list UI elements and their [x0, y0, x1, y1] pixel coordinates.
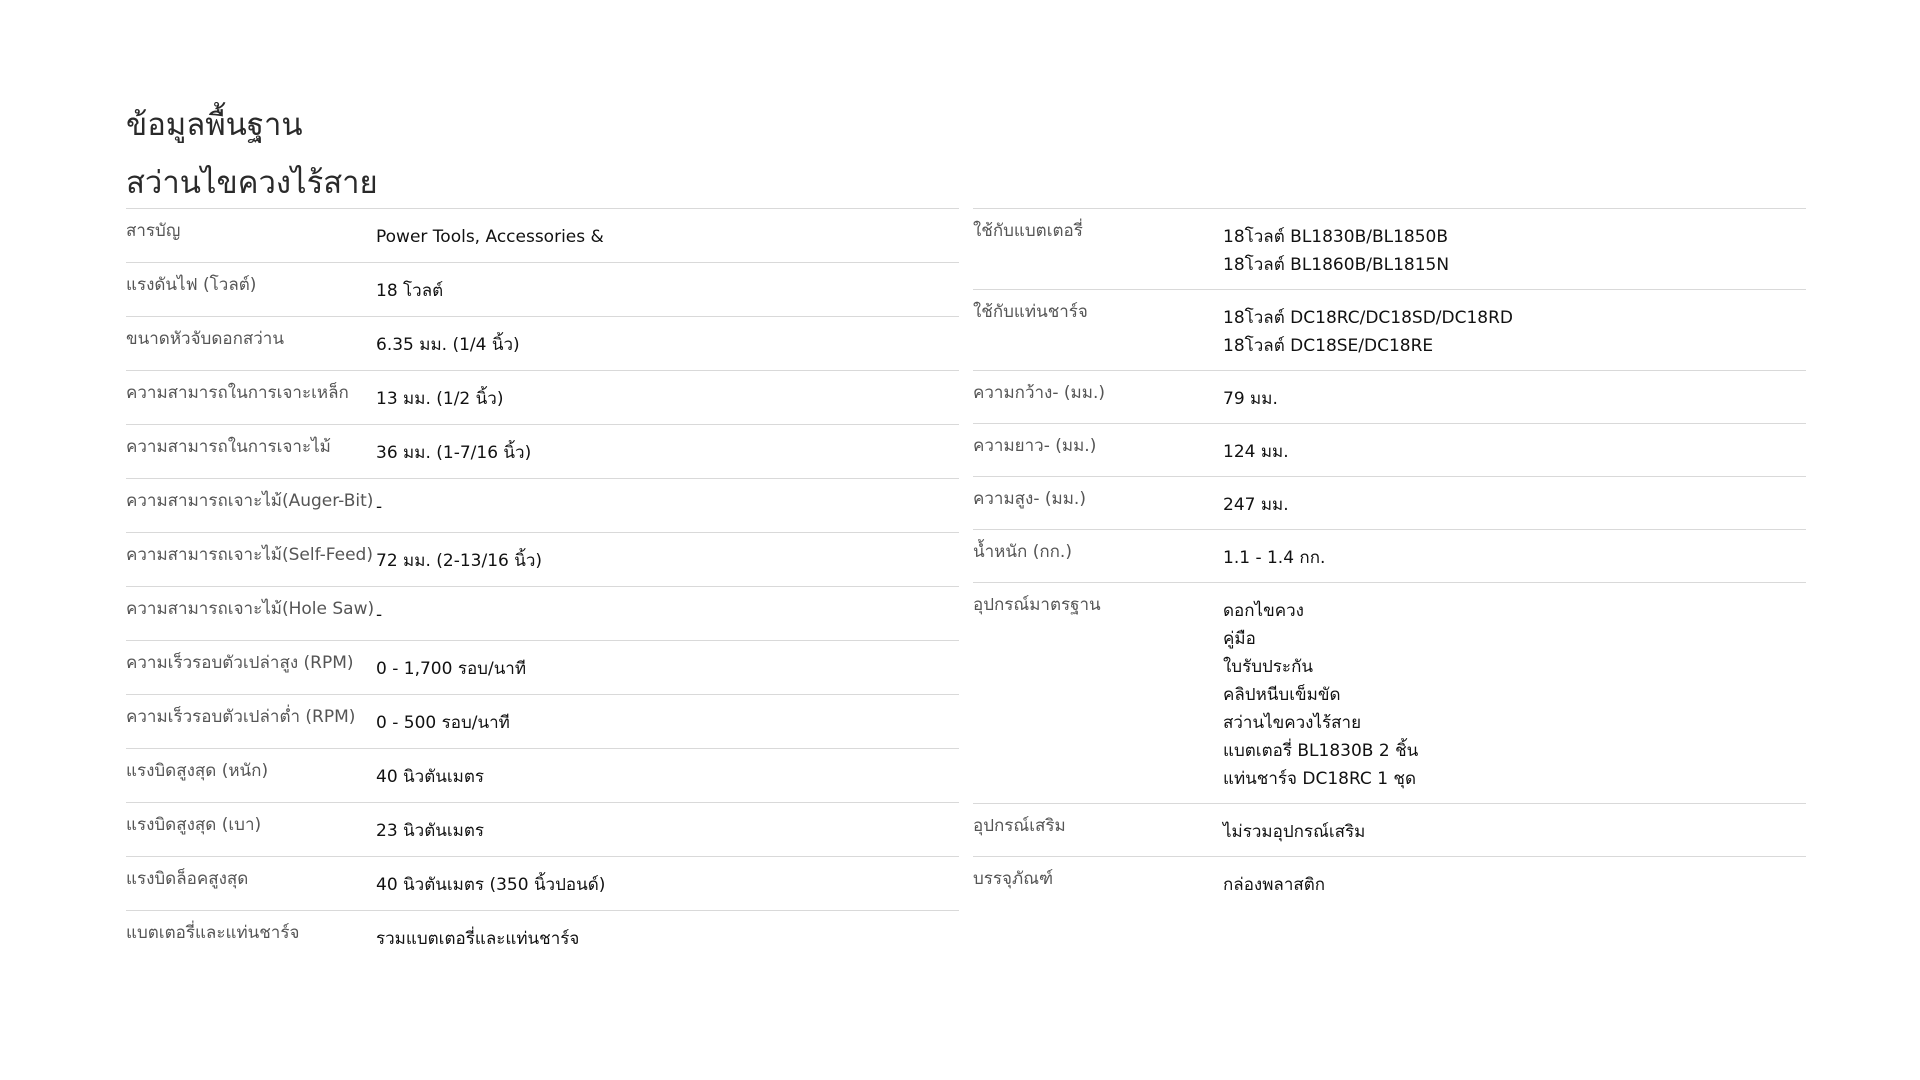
spec-row [973, 208, 1806, 289]
spec-value [1223, 219, 1806, 279]
spec-value: 18 โวลต์ [376, 281, 444, 301]
spec-value-line: 79 มม. [1223, 389, 1278, 409]
spec-value-line: ดอกไขควง [1223, 601, 1304, 621]
spec-label: ความสามารถในการเจาะเหล็ก [126, 383, 349, 403]
spec-label: บรรจุภัณฑ์ [973, 869, 1054, 889]
spec-value-line: คู่มือ [1223, 629, 1256, 649]
spec-label: ขนาดหัวจับดอกสว่าน [126, 329, 284, 349]
spec-row [973, 423, 1806, 476]
spec-label: ความสามารถเจาะไม้(Hole Saw) [126, 599, 375, 619]
spec-label: ความสามารถเจาะไม้(Self-Feed) [126, 545, 373, 565]
spec-value: 72 มม. (2-13/16 นิ้ว) [376, 551, 543, 571]
spec-label: สารบัญ [126, 221, 181, 241]
spec-label: อุปกรณ์เสริม [973, 816, 1066, 836]
spec-row [126, 370, 959, 424]
spec-value [1223, 381, 1806, 413]
spec-value: 36 มม. (1-7/16 นิ้ว) [376, 443, 532, 463]
spec-row [126, 856, 959, 910]
spec-row [126, 802, 959, 856]
spec-row [973, 289, 1806, 370]
spec-value-line: 18โวลต์ DC18SE/DC18RE [1223, 336, 1434, 356]
spec-row [126, 208, 959, 262]
spec-label: แรงบิดล็อคสูงสุด [126, 869, 249, 889]
spec-value: 6.35 มม. (1/4 นิ้ว) [376, 335, 520, 355]
spec-label: ความเร็วรอบตัวเปล่าสูง (RPM) [126, 653, 354, 673]
spec-label: ความสามารถเจาะไม้(Auger-Bit) [126, 491, 374, 511]
spec-value-line: 18โวลต์ DC18RC/DC18SD/DC18RD [1223, 308, 1514, 328]
spec-label: แรงดันไฟ (โวลต์) [126, 275, 257, 295]
spec-value-line: 124 มม. [1223, 442, 1289, 462]
spec-label: ความสามารถในการเจาะไม้ [126, 437, 331, 457]
spec-value-line: 1.1 - 1.4 กก. [1223, 548, 1326, 568]
spec-value [1223, 814, 1806, 846]
spec-row [126, 748, 959, 802]
spec-value-line: สว่านไขควงไร้สาย [1223, 713, 1362, 733]
spec-value: Power Tools, Accessories & [376, 227, 604, 247]
spec-value [1223, 540, 1806, 572]
spec-row [973, 803, 1806, 856]
spec-row [973, 370, 1806, 423]
spec-label: อุปกรณ์มาตรฐาน [973, 595, 1101, 615]
spec-value [1223, 867, 1806, 899]
product-title: สว่านไขควงไร้สาย [126, 165, 378, 201]
spec-label: ความเร็วรอบตัวเปล่าต่ำ (RPM) [126, 707, 356, 727]
spec-value: 13 มม. (1/2 นิ้ว) [376, 389, 504, 409]
spec-label: น้ำหนัก (กก.) [973, 542, 1072, 562]
spec-row [126, 316, 959, 370]
spec-value: 23 นิวตันเมตร [376, 821, 485, 841]
spec-value: 0 - 1,700 รอบ/นาที [376, 659, 527, 679]
spec-row [973, 529, 1806, 582]
spec-page [126, 100, 1806, 964]
spec-value: - [376, 605, 383, 625]
spec-value [1223, 593, 1806, 793]
spec-value-line: กล่องพลาสติก [1223, 875, 1326, 895]
spec-row [126, 640, 959, 694]
spec-row [126, 694, 959, 748]
spec-row [126, 532, 959, 586]
spec-value-line: คลิปหนีบเข็มขัด [1223, 685, 1341, 705]
spec-label: ความยาว- (มม.) [973, 436, 1097, 456]
spec-row [126, 478, 959, 532]
spec-value: รวมแบตเตอรี่และแท่นชาร์จ [376, 929, 580, 949]
spec-value: 40 นิวตันเมตร [376, 767, 485, 787]
spec-row [973, 476, 1806, 529]
spec-value [1223, 300, 1806, 360]
spec-label: แรงบิดสูงสุด (เบา) [126, 815, 262, 835]
spec-row [973, 856, 1806, 909]
spec-label: แรงบิดสูงสุด (หนัก) [126, 761, 269, 781]
spec-value-line: แท่นชาร์จ DC18RC 1 ชุด [1223, 769, 1416, 789]
spec-value: 0 - 500 รอบ/นาที [376, 713, 510, 733]
spec-row [126, 910, 959, 964]
spec-value [1223, 487, 1806, 519]
spec-value-line: 18โวลต์ BL1860B/BL1815N [1223, 255, 1450, 275]
spec-value [1223, 434, 1806, 466]
spec-value-line: ใบรับประกัน [1223, 657, 1313, 677]
spec-label: แบตเตอรี่และแท่นชาร์จ [126, 923, 300, 943]
spec-value-line: 247 มม. [1223, 495, 1289, 515]
spec-value-line: 18โวลต์ BL1830B/BL1850B [1223, 227, 1449, 247]
spec-value: 40 นิวตันเมตร (350 นิ้วปอนด์) [376, 875, 606, 895]
spec-row [973, 582, 1806, 803]
spec-label: ใช้กับแท่นชาร์จ [973, 302, 1088, 322]
spec-row [126, 586, 959, 640]
spec-table-left [126, 208, 959, 964]
spec-row [126, 424, 959, 478]
spec-value-line: แบตเตอรี่ BL1830B 2 ชิ้น [1223, 741, 1419, 761]
spec-table-right [973, 208, 1806, 964]
spec-value: - [376, 497, 383, 517]
spec-value-line: ไม่รวมอุปกรณ์เสริม [1223, 822, 1366, 842]
spec-label: ความสูง- (มม.) [973, 489, 1086, 509]
spec-columns [126, 208, 1806, 964]
spec-label: ความกว้าง- (มม.) [973, 383, 1105, 403]
spec-label: ใช้กับแบตเตอรี่ [973, 221, 1083, 241]
spec-row [126, 262, 959, 316]
section-title: ข้อมูลพื้นฐาน [126, 107, 303, 143]
